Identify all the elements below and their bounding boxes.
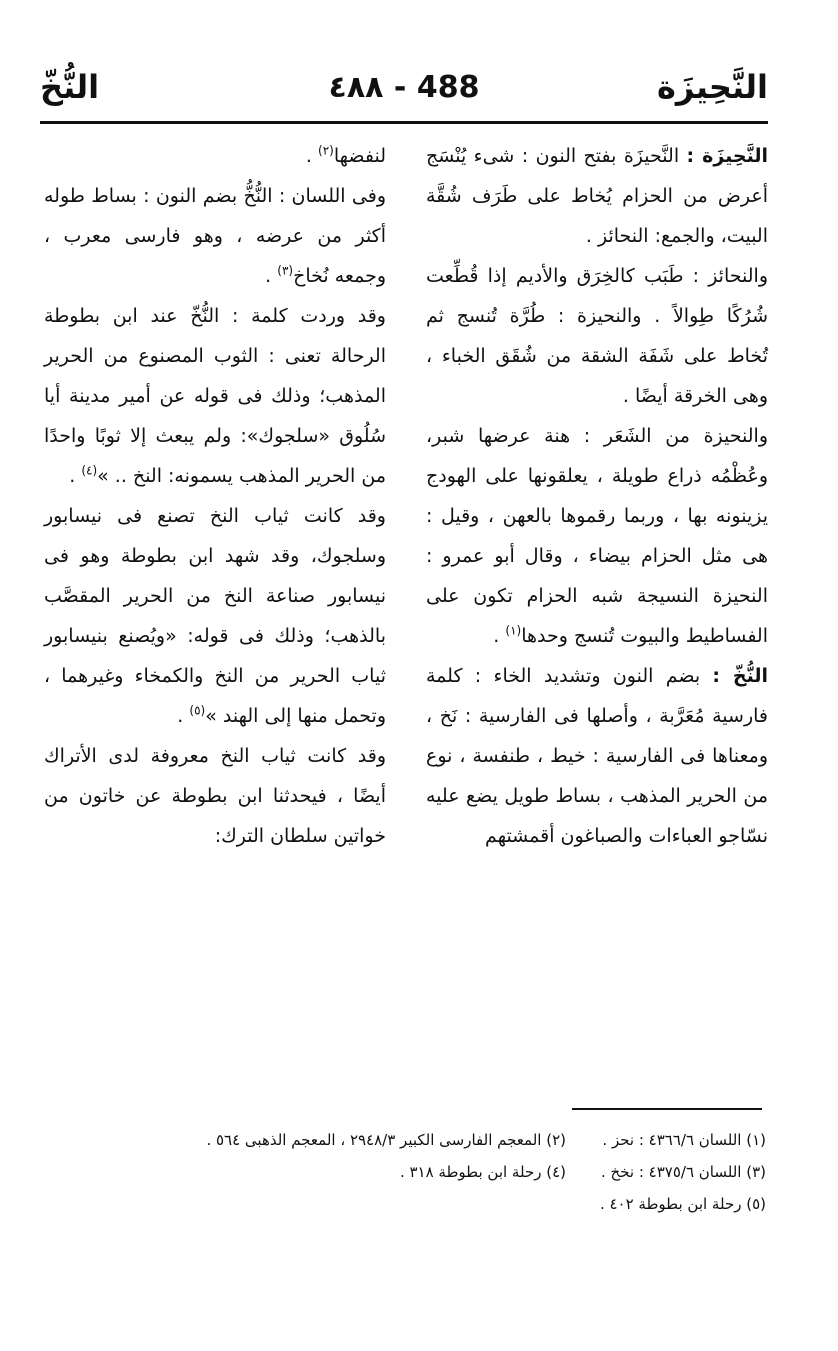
footnote-row xyxy=(44,1156,766,1188)
paragraph-tail: . xyxy=(305,145,318,167)
paragraph-tail: . xyxy=(493,625,506,647)
paragraph xyxy=(44,176,386,296)
footnote-2: (٢) المعجم الفارسى الكبير ٢٩٤٨/٣ ، المعجم الذهبى ٥٦٤ . xyxy=(206,1131,566,1149)
paragraph-tail: . xyxy=(265,265,278,287)
running-title-right: النَّحِيزَة xyxy=(657,68,768,106)
footnote-marker: (٣) xyxy=(277,263,294,278)
page-header xyxy=(40,62,768,118)
paragraph xyxy=(44,736,386,856)
footnote-rule xyxy=(572,1108,762,1110)
paragraph-text: والنحائز : طَبَب كالخِرَق والأديم إذا قُطِّعت شُرُكًا طِوالاً . والنحيزة : طُرَّة تُنسج ثم تُخاط على شَفَة الشقة من شُقَق الخباء ، وهى الخرقة أيضًا . xyxy=(426,265,768,407)
paragraph-text: وقد كانت ثياب النخ تصنع فى نيسابور وسلجوك، وقد شهد ابن بطوطة وهو فى نيسابور صناعة النخ من الحرير المقصَّب بالذهب؛ وذلك فى قوله: «ويُصنع بنيسابور ثياب الحرير من النخ والكمخاء وغيرهما ، وتحمل منها إلى الهند » xyxy=(44,505,386,727)
paragraph-text: وقد كانت ثياب النخ معروفة لدى الأتراك أيضًا ، فيحدثنا ابن بطوطة عن خاتون من خواتين سلطان الترك: xyxy=(44,745,386,847)
paragraph-text: وقد وردت كلمة : النُّخّ عند ابن بطوطة الرحالة تعنى : الثوب المصنوع من الحرير المذهب؛ وذلك فى قوله عن أمير مدينة أيا سُلُوق «سلجوك»: ولم يبعث إلا ثوبًا واحدًا من الحرير المذهب يسمونه: النخ .. » xyxy=(44,305,386,487)
footnote-row xyxy=(44,1124,766,1156)
footnotes xyxy=(44,1124,766,1220)
running-title-left: النُّخّ xyxy=(40,68,100,106)
header-rule xyxy=(40,121,768,124)
footnote-row xyxy=(44,1188,766,1220)
paragraph xyxy=(426,656,768,856)
page-number: 488 - ٤٨٨ xyxy=(328,70,480,105)
paragraph-text: وفى اللسان : النُّخُّ بضم النون : بساط طوله أكثر من عرضه ، وهو فارسى معرب ، وجمعه نُخاخ xyxy=(44,185,386,287)
paragraph xyxy=(426,256,768,416)
footnote-1: (١) اللسان ٤٣٦٦/٦ : نحز . xyxy=(602,1131,766,1149)
footnote-3: (٣) اللسان ٤٣٧٥/٦ : نخخ . xyxy=(601,1163,766,1181)
paragraph-text: لنفضها xyxy=(333,145,386,167)
paragraph-text: النَّحيزَة بفتح النون : شىء يُنْسَج أعرض من الحزام يُخاط على طَرَف شُقَّة البيت، والجمع: النحائز . xyxy=(426,145,768,247)
footnote-marker: (١) xyxy=(505,623,522,638)
footnote-marker: (٢) xyxy=(318,143,334,158)
paragraph xyxy=(44,496,386,736)
paragraph-tail: . xyxy=(177,705,190,727)
paragraph xyxy=(44,136,386,176)
footnote-marker: (٥) xyxy=(189,703,206,718)
paragraph xyxy=(426,416,768,656)
footnote-5: (٥) رحلة ابن بطوطة ٤٠٢ . xyxy=(599,1195,766,1213)
paragraph-tail: . xyxy=(69,465,82,487)
paragraph xyxy=(426,136,768,256)
entry-headword: النَّحِيزَة : xyxy=(686,145,769,167)
footnote-marker: (٤) xyxy=(81,463,98,478)
paragraph-text: والنحيزة من الشَعَر : هنة عرضها شبر، وعُظْمُه ذراع طويلة ، يعلقونها على الهودج يزينونه بها ، وربما رقموها بالعهن ، وقيل : هى مثل الحزام بيضاء ، وقال أبو عمرو : النحيزة النسيجة شبه الحزام تكون على الفساطيط والبيوت تُنسج وحدها xyxy=(426,425,768,647)
paragraph xyxy=(44,296,386,496)
left-column xyxy=(44,136,386,856)
paragraph-text: بضم النون وتشديد الخاء : كلمة فارسية مُعَرَّبة ، وأصلها فى الفارسية : نَخ ، ومعناها فى الفارسية : خيط ، طنفسة ، نوع من الحرير المذهب ، بساط طويل يضع عليه نسّاجو العباءات والصباغون أقمشتهم xyxy=(426,665,768,847)
right-column xyxy=(426,136,768,856)
footnote-4: (٤) رحلة ابن بطوطة ٣١٨ . xyxy=(399,1163,566,1181)
entry-headword: النُّخّ : xyxy=(712,665,768,687)
